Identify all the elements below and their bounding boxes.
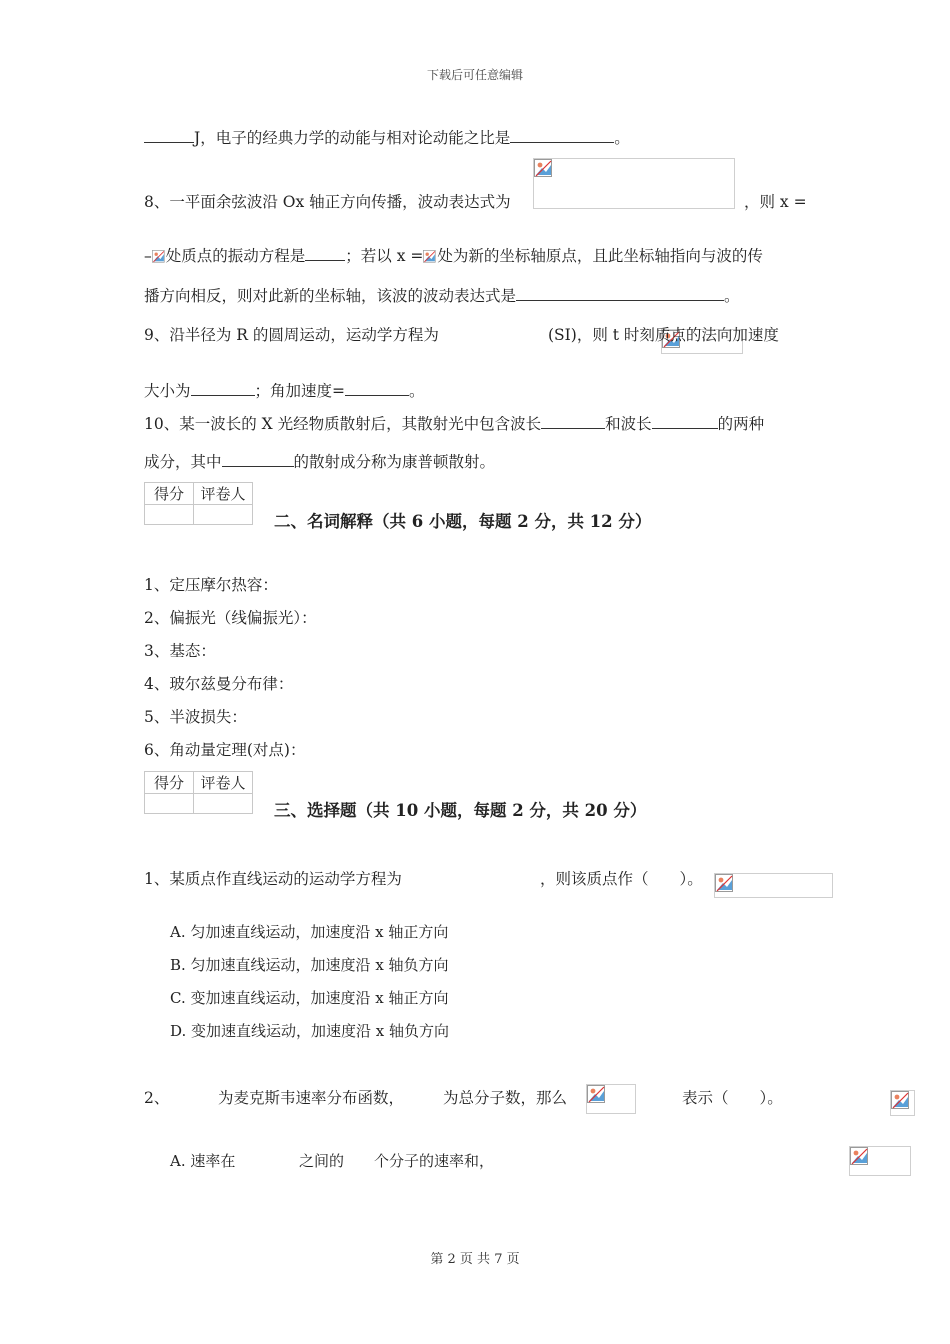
equation-image (533, 158, 735, 209)
question-9-line-1: 9、沿半径为 R 的圆周运动，运动学方程为 (144, 326, 439, 344)
term-item: 6、角动量定理(对点)： (144, 741, 306, 759)
score-cell[interactable] (145, 505, 194, 525)
equation-image (586, 1084, 636, 1114)
question-9-line-2: 大小为 ；角加速度= 。 (144, 382, 425, 400)
option-a-part-b: 之间的 (299, 1152, 345, 1170)
option-b[interactable]: B. 匀加速直线运动，加速度沿 x 轴负方向 (170, 956, 449, 974)
option-c[interactable]: C. 变加速直线运动，加速度沿 x 轴正方向 (170, 989, 449, 1007)
option-d[interactable]: D. 变加速直线运动，加速度沿 x 轴负方向 (170, 1022, 450, 1040)
question-8-line-1-end: ，则 x = (744, 193, 807, 211)
grader-label: 评卷人 (194, 483, 253, 505)
choice-question-2-part-b: 为麦克斯韦速率分布函数， (218, 1089, 405, 1107)
grader-cell[interactable] (194, 794, 253, 814)
score-cell[interactable] (145, 794, 194, 814)
answer-blank[interactable] (144, 128, 194, 143)
question-9-line-1-end: (SI)，则 t 时刻质点的法向加速度 (548, 326, 779, 344)
score-box (144, 771, 253, 814)
choice-question-1-end: ，则该质点作（ ）。 (540, 870, 703, 888)
term-item: 1、定压摩尔热容： (144, 576, 278, 594)
option-a[interactable]: A. 匀加速直线运动，加速度沿 x 轴正方向 (170, 923, 449, 941)
grader-label: 评卷人 (194, 772, 253, 794)
term-item: 3、基态： (144, 642, 216, 660)
question-8-line-1: 8、一平面余弦波沿 Ox 轴正方向传播，波动表达式为 (144, 193, 511, 211)
score-box (144, 482, 253, 525)
equation-image (890, 1090, 915, 1116)
choice-question-2-part-c: 为总分子数，那么 (443, 1089, 568, 1107)
answer-blank[interactable] (305, 246, 345, 261)
equation-image (152, 248, 166, 266)
option-a-part-c: 个分子的速率和， (374, 1152, 495, 1170)
page-footer: 第 2 页 共 7 页 (430, 1252, 520, 1267)
term-item: 2、偏振光（线偏振光）： (144, 609, 317, 627)
question-7-tail: J，电子的经典力学的动能与相对论动能之比是 。 (144, 128, 630, 148)
answer-blank[interactable] (345, 381, 409, 396)
question-8-line-3: 播方向相反，则对此新的坐标轴，该波的波动表达式是 。 (144, 287, 740, 305)
question-10-line-2: 成分，其中 的散射成分称为康普顿散射。 (144, 453, 496, 471)
equation-image (423, 248, 437, 266)
answer-blank[interactable] (222, 452, 294, 467)
score-label: 得分 (145, 772, 194, 794)
answer-blank[interactable] (541, 414, 605, 429)
term-item: 5、半波损失： (144, 708, 247, 726)
question-8-line-2: – 处质点的振动方程是 ；若以 x = 处为新的坐标轴原点，且此坐标轴指向与波的传 (144, 247, 763, 265)
answer-blank[interactable] (652, 414, 718, 429)
equation-image (714, 873, 833, 898)
equation-image (849, 1146, 911, 1176)
option-a[interactable]: A. 速率在 (170, 1152, 236, 1170)
question-10-line-1: 10、某一波长的 X 光经物质散射后，其散射光中包含波长 和波长 的两种 (144, 415, 765, 433)
choice-question-2-num: 2、 (144, 1089, 170, 1107)
choice-question-1: 1、某质点作直线运动的运动学方程为 (144, 870, 402, 888)
page-header: 下载后可任意编辑 (426, 68, 523, 82)
choice-question-2-part-d: 表示（ ）。 (682, 1089, 783, 1107)
answer-blank[interactable] (516, 286, 724, 301)
answer-blank[interactable] (191, 381, 255, 396)
grader-cell[interactable] (194, 505, 253, 525)
answer-blank[interactable] (510, 128, 614, 143)
term-item: 4、玻尔兹曼分布律： (144, 675, 294, 693)
section-3-title: 三、选择题（共 10 小题，每题 2 分，共 20 分） (274, 801, 647, 820)
score-label: 得分 (145, 483, 194, 505)
section-2-title: 二、名词解释（共 6 小题，每题 2 分，共 12 分） (274, 512, 652, 531)
